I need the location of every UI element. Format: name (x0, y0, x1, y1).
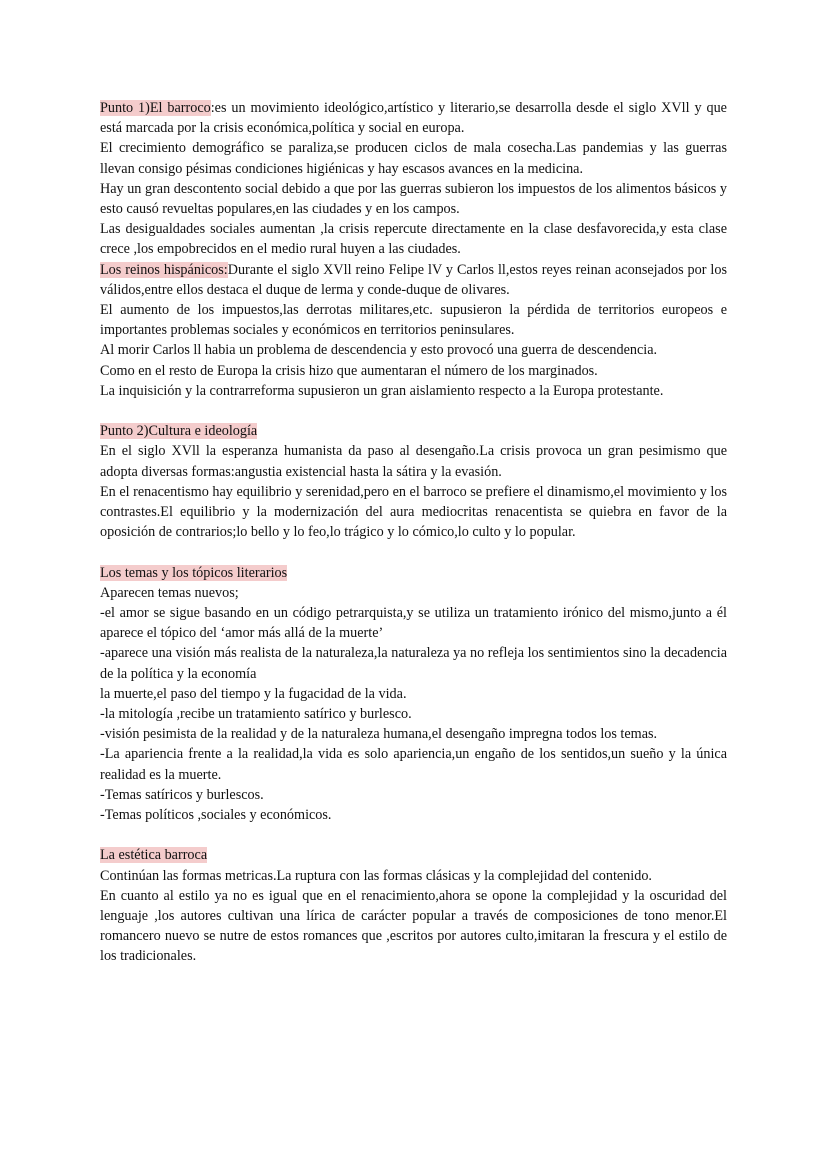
paragraph: El aumento de los impuestos,las derrotas militares,etc. supusieron la pérdida de territorios europeos e importantes problemas sociales y económicos en territorios peninsulares. (100, 302, 727, 339)
section-5-heading: La estética barroca (100, 847, 208, 864)
list-item: -La apariencia frente a la realidad,la vida es solo apariencia,un engaño de los sentidos,un sueño y la única realidad es la muerte. (100, 746, 727, 783)
paragraph-text: En el renacentismo hay equilibrio y serenidad,pero en el barroco se prefiere el dinamismo,el movimiento y los contrastes.El equilibrio y la modernización del aura mediocritas renacentista se quiebra en favor de la oposición de contrarios;lo bello y lo feo,lo trágico y lo cómico,lo culto y lo popular. (100, 483, 727, 541)
section-3-heading: Punto 2)Cultura e ideología (100, 423, 258, 440)
section-3-title (100, 421, 727, 441)
paragraph: Hay un gran descontento social debido a que por las guerras subieron los impuestos de los alimentos básicos y esto causó revueltas populares,en las ciudades y en los campos. (100, 180, 727, 218)
section-2-intro-text: Durante el siglo XVll reino Felipe lV y Carlos ll,estos reyes reinan aconsejados por los válidos,entre ellos destaca el duque de lerma y conde-duque de olivares. (100, 261, 727, 298)
paragraph: Las desigualdades sociales aumentan ,la crisis repercute directamente en la clase desfavorecida,y esta clase crece ,los empobrecidos en el medio rural huyen a las ciudades. (100, 221, 727, 258)
paragraph: Como en el resto de Europa la crisis hizo que aumentaran el número de los marginados. (100, 362, 598, 379)
list-item: -visión pesimista de la realidad y de la naturaleza humana,el desengaño impregna todos los temas. (100, 726, 658, 743)
list-item: -Temas satíricos y burlescos. (100, 786, 264, 803)
spacer (100, 401, 727, 421)
list-item: la muerte,el paso del tiempo y la fugacidad de la vida. (100, 685, 407, 702)
paragraph: El crecimiento demográfico se paraliza,se producen ciclos de mala cosecha.Las pandemias y las guerras llevan consigo pésimas condiciones higiénicas y hay escasos avances en la medicina. (100, 140, 727, 177)
section-4-heading: Los temas y los tópicos literarios (100, 564, 288, 581)
section-1-intro-text: :es un movimiento ideológico,artístico y literario,se desarrolla desde el siglo XVll y que está marcada por la crisis económica,política y social en europa. (100, 100, 727, 137)
section-2-intro (100, 260, 727, 300)
paragraph: En el siglo XVll la esperanza humanista da paso al desengaño.La crisis provoca un gran pesimismo que adopta diversas formas:angustia existencial hasta la sátira y la evasión. (100, 443, 727, 480)
section-4-title (100, 563, 727, 583)
section-1-intro (100, 98, 727, 138)
document-body (100, 98, 727, 967)
paragraph (100, 482, 727, 543)
spacer (100, 542, 727, 562)
paragraph: En cuanto al estilo ya no es igual que en el renacimiento,ahora se opone la complejidad y la oscuridad del lenguaje ,los autores cultivan una lírica de carácter popular a través de composiciones de tono menor.El romancero nuevo se nutre de estos romances que ,escritos por autores culto,imitaran la frescura y el estilo de los tradicionales. (100, 887, 727, 965)
section-5-title (100, 845, 727, 865)
list-item: -aparece una visión más realista de la naturaleza,la naturaleza ya no refleja los sentimientos sino la decadencia de la política y la economía (100, 645, 727, 682)
section-2-heading: Los reinos hispánicos: (100, 261, 228, 278)
list-item: -el amor se sigue basando en un código petrarquista,y se utiliza un tratamiento irónico del mismo,junto a él aparece el tópico del ‘amor más allá de la muerte’ (100, 605, 727, 642)
section-1-heading: Punto 1)El barroco (100, 100, 211, 116)
list-item: -Temas políticos ,sociales y económicos. (100, 807, 332, 824)
list-item: -la mitología ,recibe un tratamiento satírico y burlesco. (100, 706, 412, 723)
spacer (100, 825, 727, 845)
paragraph: La inquisición y la contrarreforma supusieron un gran aislamiento respecto a la Europa protestante. (100, 382, 664, 399)
paragraph: Al morir Carlos ll habia un problema de descendencia y esto provocó una guerra de descendencia. (100, 342, 658, 359)
paragraph: Aparecen temas nuevos; (100, 584, 239, 601)
paragraph: Continúan las formas metricas.La ruptura con las formas clásicas y la complejidad del contenido. (100, 867, 652, 884)
